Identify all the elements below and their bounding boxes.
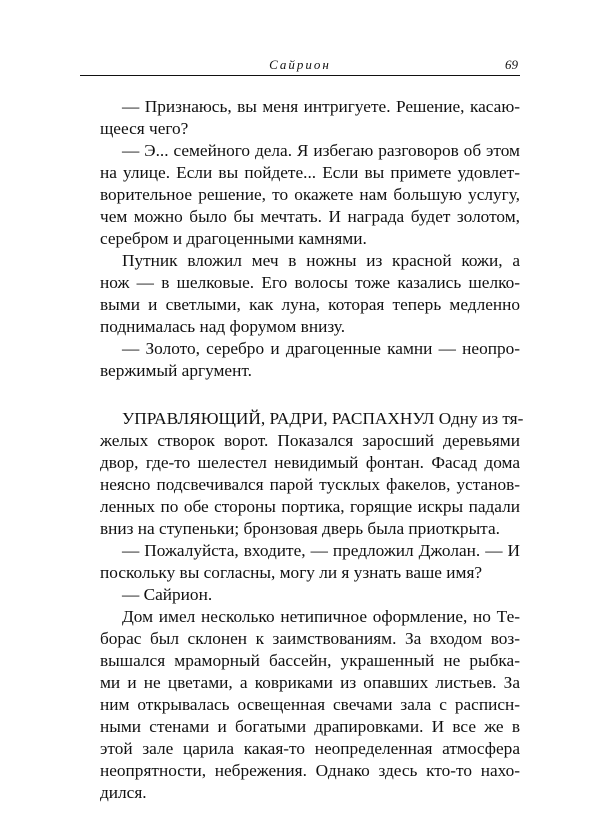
text-line: УПРАВЛЯЮЩИЙ, РАДРИ, РАСПАХНУЛ Одну из тя- [122,409,524,428]
text-line: ленных по обе стороны портика, горящие искры падали [100,497,520,516]
text-line: нож — в шелковые. Его волосы тоже казались шелко- [100,273,520,292]
text-line: — Сайрион. [122,585,213,604]
text-line: щееся чего? [100,119,189,138]
text-line: чем можно было бы мечтать. И награда будет золотом, [100,207,520,226]
text-line: борас был склонен к заимствованиям. За входом воз- [100,629,520,648]
text-line: этой зале царила какая-то неопределенная атмосфера [100,739,520,758]
text-block-chapter-section [100,408,524,804]
text-line: двор, где-то шелестел невидимый фонтан. Фасад дома [100,453,520,472]
text-line: дился. [100,783,147,802]
text-line: — Э... семейного дела. Я избегаю разговоров об этом [122,141,520,160]
text-line: неясно подсвечивался парой тусклых факелов, установ- [100,475,520,494]
text-line: Дом имел несколько нетипичное оформление, но Те- [122,607,520,626]
text-line: желых створок ворот. Показался заросший деревьями [100,431,520,450]
text-line: на улице. Если вы пойдете... Если вы примете удовлет- [100,163,520,182]
header-rule [80,75,520,76]
text-line: Путник вложил меч в ножны из красной кожи, а [122,251,520,270]
text-line: ним открывалась освещенная свечами зала с расписн- [100,695,520,714]
text-line: ными стенами и богатыми драпировками. И все же в [100,717,520,736]
text-line: поскольку вы согласны, могу ли я узнать ваше имя? [100,563,483,582]
text-block-dialogue [100,96,520,382]
text-line: ми и не цветами, а ковриками из опавших листьев. За [100,673,520,692]
running-title: Сайрион [269,57,331,72]
text-line: — Золото, серебро и драгоценные камни — неопро- [122,339,520,358]
text-line: поднималась над форумом внизу. [100,317,346,336]
page-number: 69 [505,57,518,72]
text-line: неопрятности, небрежения. Однако здесь кто-то нахо- [100,761,520,780]
text-line: — Признаюсь, вы меня интригуете. Решение, касаю- [122,97,520,116]
text-line: ворительное решение, то окажете нам большую услугу, [100,185,520,204]
text-line: серебром и драгоценными камнями. [100,229,367,248]
text-line: вниз на ступеньки; бронзовая дверь была приоткрыта. [100,519,500,538]
text-line: — Пожалуйста, входите, — предложил Джолан. — И [122,541,520,560]
text-line: выми и светлыми, как луна, которая теперь медленно [100,295,520,314]
text-line: вержимый аргумент. [100,361,252,380]
text-line: вышался мраморный бассейн, украшенный не рыбка- [100,651,520,670]
